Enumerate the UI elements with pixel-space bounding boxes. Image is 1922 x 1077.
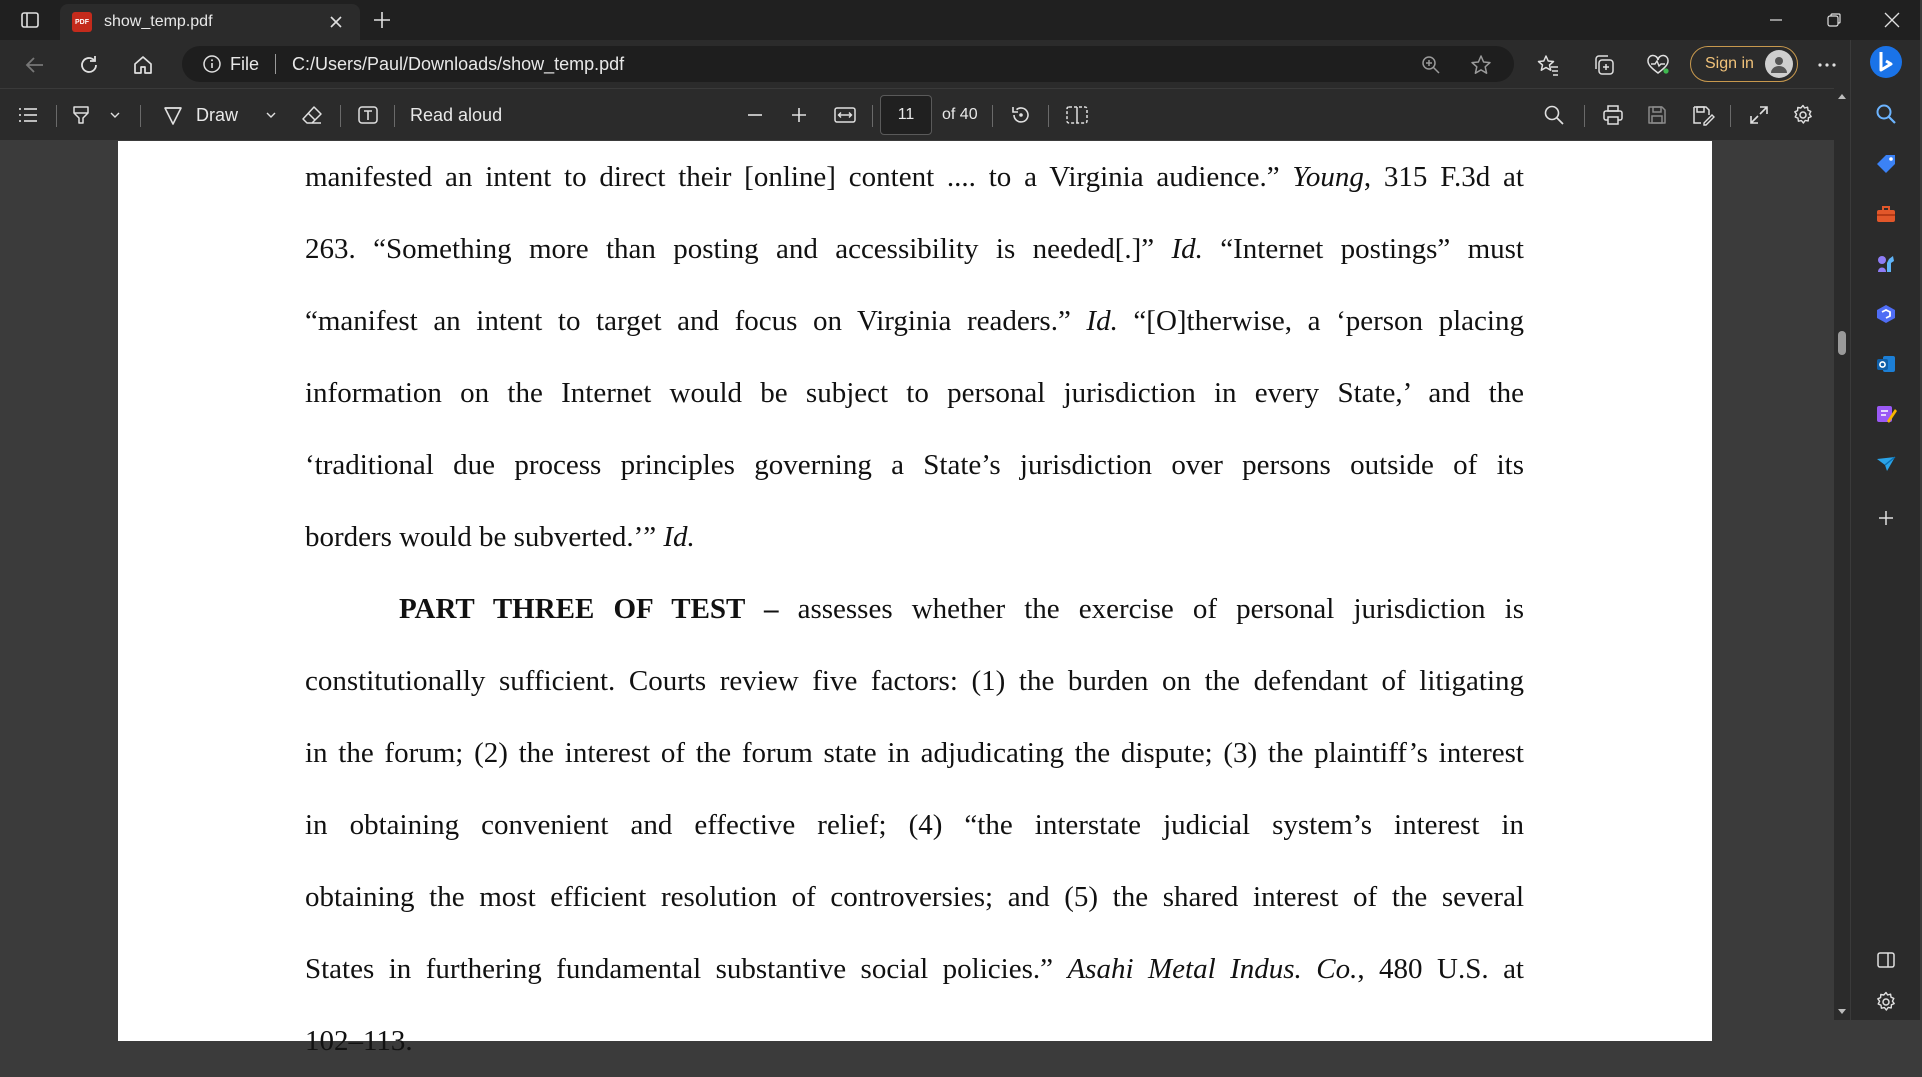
zoom-in-icon	[1421, 55, 1441, 75]
scroll-down-icon	[1837, 1008, 1847, 1016]
eraser-icon	[301, 104, 323, 126]
minus-icon	[746, 106, 764, 124]
minimize-icon	[1769, 13, 1783, 27]
sidebar-search-button[interactable]	[1868, 96, 1904, 132]
full-screen-button[interactable]	[1742, 99, 1776, 131]
sidebar-copilot-button[interactable]	[1868, 296, 1904, 332]
back-button[interactable]	[18, 48, 52, 82]
save-button[interactable]	[1640, 99, 1674, 131]
home-button[interactable]	[126, 48, 160, 82]
zoom-out-button[interactable]	[740, 99, 770, 131]
address-bar[interactable]	[182, 46, 1514, 82]
sidebar-drop-button[interactable]	[1868, 446, 1904, 482]
read-aloud-label: Read aloud	[410, 104, 503, 125]
zoom-in-button[interactable]	[784, 99, 814, 131]
body-text: , 315 F.3d at	[1363, 161, 1524, 193]
close-icon	[1884, 12, 1900, 28]
find-button[interactable]	[1538, 99, 1570, 131]
sidebar-outlook-button[interactable]	[1868, 346, 1904, 382]
document-line	[305, 645, 1524, 717]
gear-icon	[1792, 104, 1814, 126]
draw-button[interactable]	[162, 99, 252, 131]
url-text[interactable]: C:/Users/Paul/Downloads/show_temp.pdf	[292, 53, 625, 74]
scroll-up-icon	[1837, 92, 1847, 100]
page-number-input[interactable]	[880, 95, 932, 135]
favorite-button[interactable]	[1468, 52, 1494, 78]
body-text: information on the Internet would be subject to personal jurisdiction in every State,’ and the	[305, 377, 1524, 409]
favorites-button[interactable]	[1531, 48, 1565, 82]
sidebar-shopping-button[interactable]	[1868, 146, 1904, 182]
toolbar-divider	[1584, 105, 1585, 127]
browser-tab[interactable]	[60, 4, 360, 40]
body-text: obtaining the most efficient resolution of controversies; and (5) the shared interest of the several	[305, 881, 1524, 913]
sign-in-label: Sign in	[1705, 55, 1754, 72]
site-label: File	[230, 53, 260, 74]
pdf-file-icon: PDF	[72, 12, 92, 32]
document-text	[305, 141, 1524, 1077]
restore-button[interactable]	[1804, 0, 1864, 40]
highlighter-icon	[70, 104, 92, 126]
home-icon	[132, 54, 154, 76]
restore-icon	[1827, 13, 1841, 27]
plus-icon	[1877, 509, 1895, 527]
ellipsis-icon	[1816, 54, 1838, 76]
scrollbar-thumb[interactable]	[1838, 331, 1846, 355]
send-paper-plane-icon	[1875, 453, 1897, 475]
star-icon	[1470, 54, 1492, 76]
document-line	[305, 933, 1524, 1005]
copilot-button[interactable]	[1868, 44, 1904, 80]
more-options-button[interactable]	[1810, 48, 1844, 82]
avatar	[1765, 50, 1793, 78]
refresh-icon	[78, 54, 100, 76]
body-text: in obtaining convenient and effective relief; (4) “the interstate judicial system’s interest in	[305, 809, 1524, 841]
address-divider	[275, 54, 276, 74]
toolbar-divider	[56, 105, 57, 127]
tab-actions-icon	[20, 10, 40, 30]
document-line	[305, 285, 1524, 357]
designer-icon	[1875, 403, 1897, 425]
add-text-button[interactable]	[352, 99, 384, 131]
body-text: “manifest an intent to target and focus on Virginia readers.”	[305, 305, 1087, 337]
erase-button[interactable]	[296, 99, 328, 131]
bing-copilot-icon	[1869, 45, 1903, 79]
sidebar-settings-button[interactable]	[1868, 984, 1904, 1020]
toolbar-divider	[1048, 105, 1049, 127]
citation-text: Id.	[663, 521, 695, 553]
document-line	[305, 429, 1524, 501]
body-text: manifested an intent to direct their [online] content .... to a Virginia audience.”	[305, 161, 1293, 193]
new-tab-button[interactable]	[368, 6, 396, 34]
pdf-page	[118, 141, 1712, 1057]
refresh-button[interactable]	[72, 48, 106, 82]
page-view-button[interactable]	[1060, 99, 1094, 131]
toolbar-divider	[140, 105, 141, 127]
two-page-view-icon	[1065, 104, 1089, 126]
gear-icon	[1875, 991, 1897, 1013]
copilot-icon	[1875, 303, 1897, 325]
printer-icon	[1602, 104, 1624, 126]
save-as-button[interactable]	[1686, 99, 1720, 131]
hide-sidebar-button[interactable]	[1868, 942, 1904, 978]
text-box-icon	[357, 104, 379, 126]
body-text: States in furthering fundamental substantive social policies.”	[305, 953, 1068, 985]
close-window-button[interactable]	[1862, 0, 1922, 40]
body-text: 102–113.	[305, 1025, 413, 1057]
search-icon	[1875, 103, 1897, 125]
body-text: “Internet postings” must	[1202, 233, 1524, 265]
pdf-viewer[interactable]	[0, 141, 1834, 1057]
edge-sidebar	[1850, 40, 1920, 1020]
minimize-button[interactable]	[1746, 0, 1806, 40]
body-text: “[O]therwise, a ‘person placing	[1117, 305, 1524, 337]
user-icon	[1769, 54, 1789, 74]
toolbar-divider	[872, 105, 873, 127]
document-line	[305, 717, 1524, 789]
sidebar-designer-button[interactable]	[1868, 396, 1904, 432]
sign-in-button[interactable]	[1690, 46, 1798, 82]
document-line	[305, 141, 1524, 213]
body-text: constitutionally sufficient. Courts review five factors: (1) the burden on the defendant of litigating	[305, 665, 1524, 697]
document-line	[305, 1005, 1524, 1077]
document-line	[305, 861, 1524, 933]
expand-icon	[1749, 105, 1769, 125]
rotate-button[interactable]	[1004, 99, 1038, 131]
shopping-tag-icon	[1875, 153, 1897, 175]
search-icon	[1543, 104, 1565, 126]
address-bar-row	[0, 40, 1920, 88]
close-icon	[329, 15, 343, 29]
draw-options-dropdown[interactable]	[260, 99, 282, 131]
toolbox-icon	[1875, 203, 1897, 225]
draw-label: Draw	[196, 104, 239, 125]
document-line	[305, 501, 1524, 573]
body-text: 263. “Something more than posting and accessibility is needed[.]”	[305, 233, 1172, 265]
close-tab-button[interactable]	[324, 10, 348, 34]
zoom-button[interactable]	[1418, 52, 1444, 78]
contents-button[interactable]	[12, 99, 44, 131]
document-line	[305, 573, 1524, 645]
favorites-icon	[1536, 53, 1560, 77]
highlight-options-dropdown[interactable]	[104, 99, 126, 131]
toolbar-divider	[394, 105, 395, 127]
body-text: in the forum; (2) the interest of the forum state in adjudicating the dispute; (3) the plaintiff’s interest	[305, 737, 1524, 769]
rotate-icon	[1010, 104, 1032, 126]
document-line	[305, 357, 1524, 429]
save-as-icon	[1691, 104, 1715, 126]
highlight-button[interactable]	[66, 99, 96, 131]
plus-icon	[373, 11, 391, 29]
toolbar-divider	[992, 105, 993, 127]
save-icon	[1646, 104, 1668, 126]
pdf-settings-button[interactable]	[1786, 99, 1820, 131]
fit-to-width-button[interactable]	[828, 99, 862, 131]
sidebar-games-button[interactable]	[1868, 246, 1904, 282]
plus-icon	[790, 106, 808, 124]
toolbar-divider	[1730, 105, 1731, 127]
collections-button[interactable]	[1587, 48, 1621, 82]
chevron-down-icon	[109, 109, 121, 121]
collections-icon	[1592, 53, 1616, 77]
sidebar-panel-icon	[1876, 950, 1896, 970]
document-line	[305, 789, 1524, 861]
browser-essentials-button[interactable]	[1641, 48, 1675, 82]
citation-text: Young	[1292, 161, 1364, 193]
title-bar	[0, 0, 1920, 40]
tab-title: show_temp.pdf	[104, 13, 213, 30]
print-button[interactable]	[1596, 99, 1630, 131]
body-text: ‘traditional due process principles governing a State’s jurisdiction over persons outside of its	[305, 449, 1524, 481]
draw-pen-icon	[162, 104, 184, 126]
sidebar-add-button[interactable]	[1868, 500, 1904, 536]
fit-width-icon	[833, 105, 857, 125]
table-of-contents-icon	[17, 104, 39, 126]
chess-piece-icon	[1875, 253, 1897, 275]
chevron-down-icon	[265, 109, 277, 121]
heart-pulse-icon	[1646, 53, 1670, 77]
vertical-scrollbar[interactable]	[1834, 88, 1850, 1020]
citation-text: Asahi Metal Indus. Co.	[1067, 953, 1358, 985]
sidebar-tools-button[interactable]	[1868, 196, 1904, 232]
heading-text: PART THREE OF TEST –	[399, 593, 779, 625]
document-line	[305, 213, 1524, 285]
site-info-button[interactable]	[182, 46, 259, 82]
citation-text: Id.	[1086, 305, 1118, 337]
body-text: assesses whether the exercise of personal jurisdiction is	[778, 593, 1524, 625]
back-arrow-icon	[24, 54, 46, 76]
toolbar-divider	[340, 105, 341, 127]
body-text: borders would be subverted.’”	[305, 521, 664, 553]
body-text: , 480 U.S. at	[1357, 953, 1524, 985]
citation-text: Id.	[1171, 233, 1203, 265]
page-count-label: of 40	[942, 106, 978, 123]
read-aloud-button[interactable]	[410, 99, 520, 131]
tab-actions-button[interactable]	[10, 6, 50, 34]
info-icon	[202, 54, 222, 74]
pdf-toolbar	[0, 88, 1834, 140]
outlook-icon	[1875, 353, 1897, 375]
